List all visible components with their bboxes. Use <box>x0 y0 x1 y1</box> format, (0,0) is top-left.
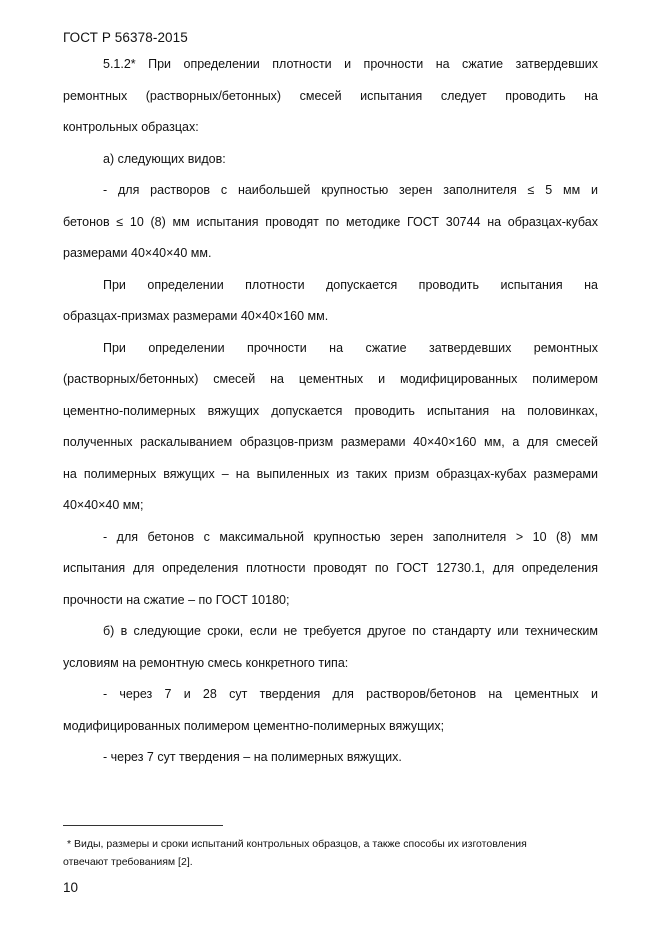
paragraph-density <box>63 270 598 333</box>
paragraph-5-1-2 <box>63 49 598 144</box>
document-body <box>63 49 598 774</box>
footnote-line: * Виды, размеры и сроки испытаний контрольных образцов, а также способы их изготовления <box>67 838 527 850</box>
paragraph-concretes <box>63 522 598 617</box>
text-line: 5.1.2* При определении плотности и прочности на сжатие затвердевших <box>103 57 598 71</box>
text-line: б) в следующие сроки, если не требуется другое по стандарту или техническим <box>103 624 598 638</box>
paragraph-7-days-polymer <box>63 742 598 774</box>
text-line: ремонтных (растворных/бетонных) смесей испытания следует проводить на <box>63 88 598 103</box>
text-line: а) следующих видов: <box>103 151 226 166</box>
footnote <box>63 836 573 871</box>
text-line: полученных раскалыванием образцов-призм размерами 40×40×160 мм, а для смесей <box>63 435 598 449</box>
text-line: 40×40×40 мм; <box>63 498 144 512</box>
text-line: испытания для определения плотности проводят по ГОСТ 12730.1, для определения <box>63 561 598 575</box>
text-line: на полимерных вяжущих – на выпиленных из таких призм образцах-кубах размерами <box>63 466 598 481</box>
paragraph-item-a <box>63 144 598 176</box>
text-line: образцах-призмах размерами 40×40×160 мм. <box>63 309 329 323</box>
text-line: условиям на ремонтную смесь конкретного типа: <box>63 655 349 670</box>
footnote-line: отвечают требованиям [2]. <box>63 855 193 868</box>
document-code-header: ГОСТ Р 56378-2015 <box>63 30 188 45</box>
text-line: контрольных образцах: <box>63 120 199 134</box>
text-line: цементно-полимерных вяжущих допускается проводить испытания на половинках, <box>63 403 598 418</box>
text-line: прочности на сжатие – по ГОСТ 10180; <box>63 592 290 607</box>
footnote-separator <box>63 825 223 826</box>
text-line: размерами 40×40×40 мм. <box>63 246 212 260</box>
paragraph-strength <box>63 333 598 522</box>
text-line: бетонов ≤ 10 (8) мм испытания проводят по методике ГОСТ 30744 на образцах-кубах <box>63 214 598 229</box>
text-line: - через 7 и 28 сут твердения для растворов/бетонов на цементных и <box>103 687 598 701</box>
paragraph-7-28-days <box>63 679 598 742</box>
text-line: При определении плотности допускается проводить испытания на <box>103 277 598 292</box>
text-line: - для бетонов с максимальной крупностью зерен заполнителя > 10 (8) мм <box>103 529 598 544</box>
text-line: При определении прочности на сжатие затвердевших ремонтных <box>103 340 598 355</box>
text-line: (растворных/бетонных) смесей на цементных и модифицированных полимером <box>63 372 598 386</box>
text-line: модифицированных полимером цементно-полимерных вяжущих; <box>63 718 445 733</box>
paragraph-item-b <box>63 616 598 679</box>
text-line: - для растворов с наибольшей крупностью зерен заполнителя ≤ 5 мм и <box>103 183 598 197</box>
paragraph-mortars <box>63 175 598 270</box>
page-number: 10 <box>63 880 79 895</box>
text-line: - через 7 сут твердения – на полимерных вяжущих. <box>103 750 402 764</box>
